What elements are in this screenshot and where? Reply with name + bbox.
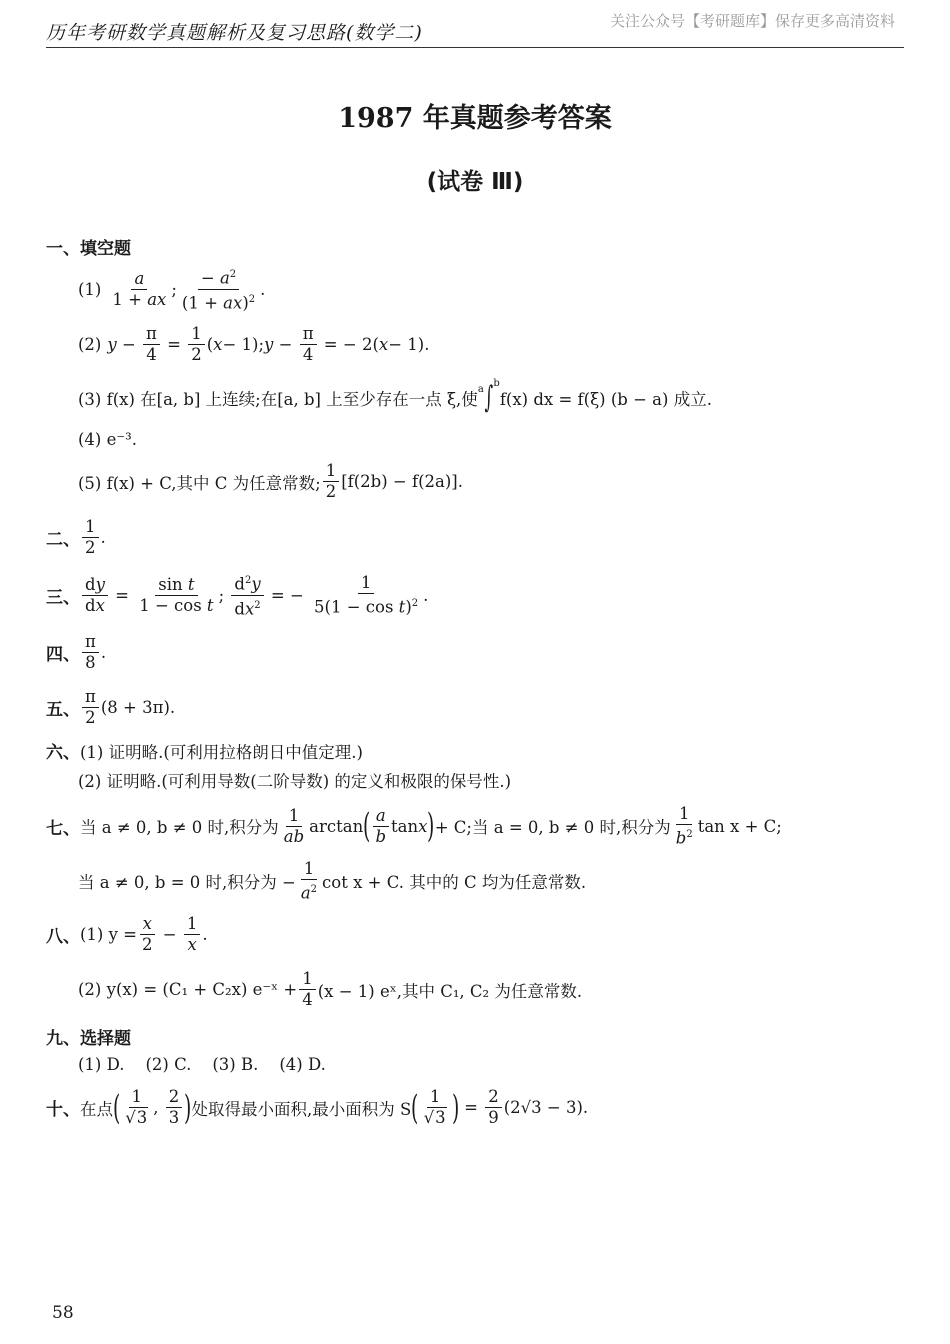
text: [f(2b) − f(2a)]. bbox=[341, 472, 463, 491]
page-subtitle: (试卷 Ⅲ) bbox=[426, 169, 524, 195]
text: (2) y(x) = (C₁ + C₂x) e⁻ˣ + bbox=[78, 980, 298, 999]
section-5-heading: 五、 bbox=[46, 700, 80, 720]
section-3-heading: 三、 bbox=[46, 587, 80, 608]
paren: ) bbox=[451, 1087, 459, 1128]
fraction: $\frac{a}{b}$ bbox=[372, 807, 389, 846]
fraction: $\frac{a}{1 + ax}$ bbox=[112, 268, 167, 309]
integral-sign: a ∫ b bbox=[477, 377, 500, 415]
fraction: $\frac{1}{5(1 - \cos t)^2}$ bbox=[314, 572, 419, 617]
fraction: $\frac{1}{2}$ bbox=[323, 462, 340, 501]
fraction: $\frac{- a^2}{(1 + ax)^2}$ bbox=[179, 266, 258, 312]
fraction: $\frac{1}{2}$ bbox=[188, 325, 205, 364]
answer-1-1: (1) $\frac{a}{1 + ax}$ ; $\frac{- a^2}{(1 + ax)^2}$ . bbox=[78, 266, 265, 312]
text: f(x) dx = f(ξ) (b − a) 成立. bbox=[499, 390, 712, 409]
text: (1) y = bbox=[80, 925, 138, 944]
page-title: 1987 年真题参考答案 bbox=[338, 103, 612, 134]
answer-8-1: 八、 (1) y = $\frac{x}{2}$ − $\frac{1}{x}$ . bbox=[46, 914, 208, 954]
section-10-heading: 十、 bbox=[46, 1100, 80, 1120]
answer-7-line-2 bbox=[78, 860, 586, 903]
answer-6-2: (2) 证明略.(可利用导数(二阶导数) 的定义和极限的保号性.) bbox=[78, 772, 512, 791]
text: (3) f(x) 在[a, b] 上连续;在[a, b] 上至少存在一点 ξ,使 bbox=[78, 390, 478, 409]
answer-10: 十、 在点 ( $\frac{1}{√3}$ , $\frac{2}{3}$ ) 处取得最小面积,最小面积为 S ( $\frac{1}{√3}$ ) = $\frac{2}{9}$ (2√3 − 3). bbox=[46, 1087, 589, 1128]
text: tan x + C; bbox=[697, 816, 782, 836]
section-8-heading: 八、 bbox=[46, 927, 80, 947]
fraction: $\frac{2}{3}$ bbox=[166, 1088, 183, 1127]
paren: ( bbox=[411, 1087, 419, 1128]
text: 当 a ≠ 0, b ≠ 0 时,积分为 bbox=[80, 818, 279, 838]
text: arctan bbox=[309, 816, 364, 836]
fraction: $\frac{d^2y}{dx^2}$ bbox=[231, 572, 263, 618]
answer-1-5 bbox=[78, 462, 463, 501]
text: (1) 证明略.(可利用拉格朗日中值定理.) bbox=[80, 742, 363, 762]
fraction: $\frac{\text{sin t}}{\text{1 − cos t}}$ bbox=[139, 574, 214, 615]
answer-4: 四、 $\frac{\pi}{8}$ . bbox=[46, 632, 107, 672]
answer-7-line-1: 七、 当 a ≠ 0, b ≠ 0 时,积分为 $\frac{1}{ab}$ arctan ( $\frac{a}{b}$ tan x ) + C;当 a = 0, b ≠ 0 时,积分为 $\frac{1}{b^2}$ tan x + C; bbox=[46, 804, 782, 848]
fraction: $\frac{\pi}{4}$ bbox=[300, 325, 317, 364]
text: (8 + 3π). bbox=[100, 698, 176, 717]
fraction: $\frac{\pi}{8}$ bbox=[82, 633, 99, 672]
fraction: $\frac{1}{4}$ bbox=[299, 970, 316, 1009]
section-2-heading: 二、 bbox=[46, 530, 80, 550]
book-title-header: 历年考研数学真题解析及复习思路(数学二) bbox=[46, 22, 423, 44]
answer-3: 三、 $\frac{dy}{dx}$ = $\frac{\text{sin t}}{\text{1 − cos t}}$ ; $\frac{d^2y}{dx^2}$ = − $\frac{1}{5(1 - \cos t)^2}$ . bbox=[46, 572, 429, 618]
text: (5) f(x) + C,其中 C 为任意常数; bbox=[78, 473, 321, 493]
fraction: $\frac{\pi}{2}$ bbox=[82, 688, 99, 727]
answer-8-2 bbox=[78, 970, 582, 1009]
fraction: $\frac{1}{a^2}$ bbox=[300, 859, 318, 903]
watermark-text: 关注公众号【考研题库】保存更多高清资料 bbox=[610, 12, 896, 30]
text: cot x + C. 其中的 C 均为任意常数. bbox=[322, 873, 587, 893]
answer-6-1 bbox=[46, 738, 363, 763]
fraction: $\frac{1}{2}$ bbox=[82, 518, 99, 557]
text: (x − 1) eˣ,其中 C₁, C₂ 为任意常数. bbox=[317, 981, 583, 1001]
label: (1) bbox=[78, 279, 102, 299]
fraction: $\frac{\pi}{4}$ bbox=[143, 325, 160, 364]
paren: ( bbox=[363, 806, 371, 847]
paren: ( bbox=[112, 1087, 121, 1128]
text: 在点 bbox=[80, 1099, 113, 1119]
paren: ) bbox=[427, 806, 435, 847]
fraction: $\frac{1}{√3}$ bbox=[423, 1087, 446, 1127]
page-number: 58 bbox=[52, 1303, 74, 1323]
answer-9: (1) D. (2) C. (3) B. (4) D. bbox=[78, 1055, 326, 1074]
answer-1-4: (4) e⁻³. bbox=[78, 430, 137, 449]
header-rule bbox=[46, 47, 904, 48]
fraction: $\frac{dy}{dx}$ bbox=[82, 576, 108, 615]
label: (2) bbox=[78, 335, 102, 354]
text: (2√3 − 3). bbox=[503, 1098, 589, 1117]
section-1-heading: 一、填空题 bbox=[46, 239, 131, 259]
paren: ) bbox=[184, 1087, 192, 1128]
section-6-heading: 六、 bbox=[46, 743, 80, 763]
fraction: $\frac{1}{x}$ bbox=[184, 915, 201, 954]
answer-5 bbox=[46, 688, 175, 727]
answer-1-3 bbox=[78, 377, 712, 415]
answer-2: 二、 $\frac{1}{2}$ . bbox=[46, 517, 106, 557]
text: 当 a ≠ 0, b = 0 时,积分为 − bbox=[78, 873, 296, 893]
section-7-heading: 七、 bbox=[46, 818, 80, 839]
text: + C;当 a = 0, b ≠ 0 时,积分为 bbox=[434, 818, 671, 838]
section-9-heading: 九、选择题 bbox=[46, 1029, 131, 1049]
fraction: $\frac{1}{√3}$ bbox=[125, 1087, 148, 1127]
answer-1-2: (2) y − $\frac{\pi}{4}$ = $\frac{1}{2}$ ( x − 1); y − $\frac{\pi}{4}$ = − 2( x − 1). bbox=[78, 324, 430, 364]
text: 处取得最小面积,最小面积为 S bbox=[191, 1099, 412, 1119]
fraction: $\frac{x}{2}$ bbox=[139, 915, 156, 954]
fraction: $\frac{1}{b^2}$ bbox=[675, 804, 693, 848]
fraction: $\frac{2}{9}$ bbox=[485, 1088, 502, 1127]
section-4-heading: 四、 bbox=[46, 645, 80, 665]
fraction: $\frac{1}{ab}$ bbox=[283, 805, 305, 846]
